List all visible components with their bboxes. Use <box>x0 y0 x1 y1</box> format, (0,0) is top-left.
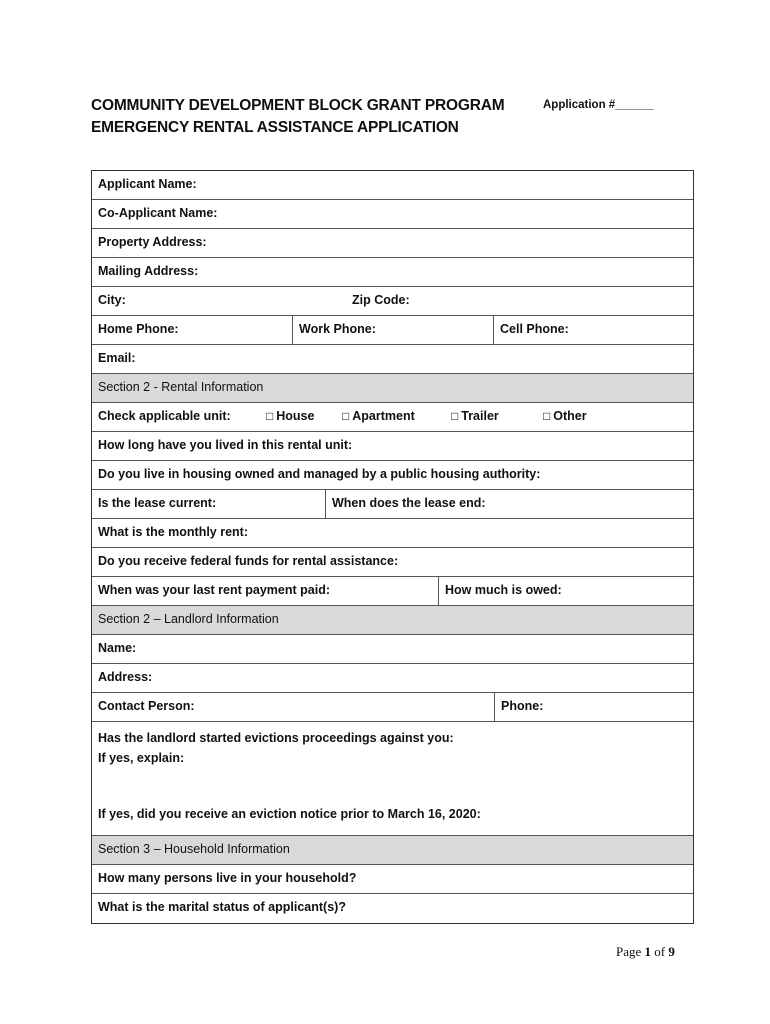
option-house[interactable] <box>260 403 336 431</box>
landlord-phone-field[interactable]: Phone: <box>501 699 544 713</box>
option-apartment[interactable] <box>336 403 445 431</box>
how-long-field[interactable]: How long have you lived in this rental unit: <box>98 438 353 452</box>
section-rental-header <box>92 374 693 403</box>
row-phones <box>92 316 693 345</box>
row-persons <box>92 865 693 894</box>
city-field[interactable]: City: <box>98 293 126 307</box>
lease-current-field[interactable]: Is the lease current: <box>92 490 326 518</box>
eviction-explain-space[interactable] <box>98 768 693 804</box>
landlord-address-field[interactable]: Address: <box>98 670 153 684</box>
co-applicant-name-field[interactable]: Co-Applicant Name: <box>98 206 218 220</box>
last-payment-field[interactable]: When was your last rent payment paid: <box>92 577 439 605</box>
row-payment <box>92 577 693 606</box>
application-number: Application #______ <box>543 99 654 111</box>
page-total: 9 <box>668 944 675 959</box>
work-phone-field[interactable]: Work Phone: <box>293 316 494 344</box>
trailer-label: Trailer <box>461 409 499 423</box>
row-monthly-rent <box>92 519 693 548</box>
row-landlord-address <box>92 664 693 693</box>
row-public-housing <box>92 461 693 490</box>
eviction-explain: If yes, explain: <box>98 751 185 765</box>
house-checkbox-icon[interactable]: □ <box>266 409 274 423</box>
section-rental-title: Section 2 - Rental Information <box>98 380 264 394</box>
row-federal-funds <box>92 548 693 577</box>
unit-type-label: Check applicable unit: <box>98 409 231 423</box>
page-label: Page <box>616 944 642 959</box>
application-form <box>91 170 694 924</box>
federal-funds-field[interactable]: Do you receive federal funds for rental assistance: <box>98 554 399 568</box>
page-current: 1 <box>644 944 652 959</box>
section-landlord-header <box>92 606 693 635</box>
form-title <box>91 95 551 139</box>
section-household-header <box>92 836 693 865</box>
row-lease <box>92 490 693 519</box>
row-landlord-name <box>92 635 693 664</box>
section-household-title: Section 3 – Household Information <box>98 842 290 856</box>
page-number <box>616 944 675 960</box>
option-other[interactable] <box>537 403 693 431</box>
title-line-2: EMERGENCY RENTAL ASSISTANCE APPLICATION <box>91 119 459 136</box>
public-housing-field[interactable]: Do you live in housing owned and managed by a public housing authority: <box>98 467 541 481</box>
page-of: of <box>654 944 666 959</box>
row-email <box>92 345 693 374</box>
cell-phone-field[interactable]: Cell Phone: <box>500 322 569 336</box>
household-persons-field[interactable]: How many persons live in your household? <box>98 871 357 885</box>
amount-owed-field[interactable]: How much is owed: <box>445 583 562 597</box>
landlord-name-field[interactable]: Name: <box>98 641 137 655</box>
email-field[interactable]: Email: <box>98 351 136 365</box>
row-unit-type <box>92 403 693 432</box>
row-eviction[interactable] <box>92 722 693 836</box>
other-checkbox-icon[interactable]: □ <box>543 409 551 423</box>
contact-person-field[interactable]: Contact Person: <box>92 693 495 721</box>
row-property-address <box>92 229 693 258</box>
eviction-question: Has the landlord started evictions proceedings against you: <box>98 731 454 745</box>
apartment-label: Apartment <box>352 409 415 423</box>
monthly-rent-field[interactable]: What is the monthly rent: <box>98 525 248 539</box>
row-how-long <box>92 432 693 461</box>
row-marital <box>92 894 693 923</box>
apartment-checkbox-icon[interactable]: □ <box>342 409 350 423</box>
other-label: Other <box>553 409 587 423</box>
row-co-applicant-name <box>92 200 693 229</box>
row-applicant-name <box>92 171 693 200</box>
lease-end-field[interactable]: When does the lease end: <box>332 496 486 510</box>
section-landlord-title: Section 2 – Landlord Information <box>98 612 279 626</box>
mailing-address-field[interactable]: Mailing Address: <box>98 264 199 278</box>
row-mailing-address <box>92 258 693 287</box>
zip-code-field[interactable]: Zip Code: <box>352 293 410 307</box>
home-phone-field[interactable]: Home Phone: <box>92 316 293 344</box>
eviction-notice-question: If yes, did you receive an eviction notice prior to March 16, 2020: <box>98 807 481 821</box>
applicant-name-field[interactable]: Applicant Name: <box>98 177 197 191</box>
house-label: House <box>276 409 315 423</box>
trailer-checkbox-icon[interactable]: □ <box>451 409 459 423</box>
row-contact <box>92 693 693 722</box>
marital-status-field[interactable]: What is the marital status of applicant(s)? <box>98 900 346 914</box>
title-line-1: COMMUNITY DEVELOPMENT BLOCK GRANT PROGRAM <box>91 97 505 114</box>
row-city-zip <box>92 287 693 316</box>
option-trailer[interactable] <box>445 403 537 431</box>
property-address-field[interactable]: Property Address: <box>98 235 207 249</box>
